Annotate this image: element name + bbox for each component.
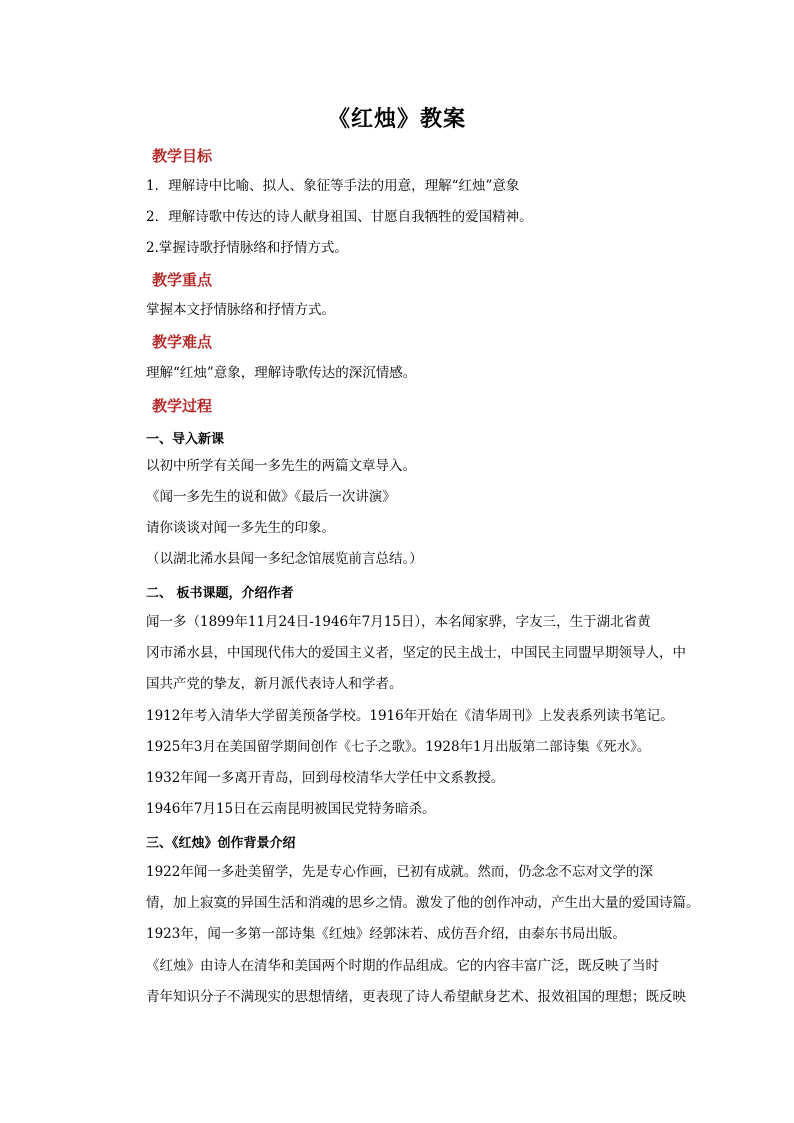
part2-line-6: 1932年闻一多离开青岛，回到母校清华大学任中文系教授。 xyxy=(146,770,505,786)
objective-line-1: 1．理解诗中比喻、拟人、象征等手法的用意，理解“红烛”意象 xyxy=(146,178,520,194)
part2-line-5: 1925年3月在美国留学期间创作《七子之歌》。1928年1月出版第二部诗集《死水》。 xyxy=(146,739,651,755)
part2-line-7: 1946年7月15日在云南昆明被国民党特务暗杀。 xyxy=(146,801,436,817)
difficulties-text: 理解“红烛”意象，理解诗歌传达的深沉情感。 xyxy=(146,365,417,381)
section-heading-process: 教学过程 xyxy=(152,397,213,415)
part3-line-5: 青年知识分子不满现实的思想情绪，更表现了诗人希望献身艺术、报效祖国的理想；既反映 xyxy=(146,989,686,1005)
part3-line-1: 1922年闻一多赴美留学，先是专心作画，已初有成就。然而，仍念念不忘对文学的深 xyxy=(146,864,653,880)
part2-line-4: 1912年考入清华大学留美预备学校。1916年开始在《清华周刊》上发表系列读书笔记。 xyxy=(146,708,674,724)
part3-line-4: 《红烛》由诗人在清华和美国两个时期的作品组成。它的内容丰富广泛，既反映了当时 xyxy=(146,958,659,974)
part1-heading: 一、导入新课 xyxy=(146,432,225,447)
part1-line-3: 请你谈谈对闻一多先生的印象。 xyxy=(146,520,335,536)
part2-line-1: 闻一多（1899年11月24日-1946年7月15日），本名闻家骅，字友三，生于湖北省黄 xyxy=(146,614,651,630)
part2-heading: 二、 板书课题，介绍作者 xyxy=(146,586,294,601)
section-heading-objectives: 教学目标 xyxy=(152,147,213,165)
part3-line-2: 情，加上寂寞的异国生活和消魂的思乡之情。激发了他的创作冲动，产生出大量的爱国诗篇。 xyxy=(146,895,700,911)
part2-line-2: 冈市浠水县，中国现代伟大的爱国主义者，坚定的民主战士，中国民主同盟早期领导人，中 xyxy=(146,645,686,661)
part3-heading: 三、《红烛》创作背景介绍 xyxy=(146,836,296,851)
part1-line-4: （以湖北浠水县闻一多纪念馆展览前言总结。） xyxy=(146,551,423,567)
part3-line-3: 1923年，闻一多第一部诗集《红烛》经郭沫若、成仿吾介绍，由泰东书局出版。 xyxy=(146,926,626,942)
section-heading-keypoints: 教学重点 xyxy=(152,271,213,289)
page-title: 《红烛》教案 xyxy=(327,106,466,132)
keypoints-text: 掌握本文抒情脉络和抒情方式。 xyxy=(146,302,335,318)
part1-line-1: 以初中所学有关闻一多先生的两篇文章导入。 xyxy=(146,458,416,474)
part2-line-3: 国共产党的挚友，新月派代表诗人和学者。 xyxy=(146,676,403,692)
part1-line-2: 《闻一多先生的说和做》《最后一次讲演》 xyxy=(146,489,396,505)
objective-line-2: 2．理解诗歌中传达的诗人献身祖国、甘愿自我牺牲的爱国精神。 xyxy=(146,209,533,225)
objective-line-3: 2.掌握诗歌抒情脉络和抒情方式。 xyxy=(146,240,348,256)
section-heading-difficulties: 教学难点 xyxy=(152,333,213,351)
